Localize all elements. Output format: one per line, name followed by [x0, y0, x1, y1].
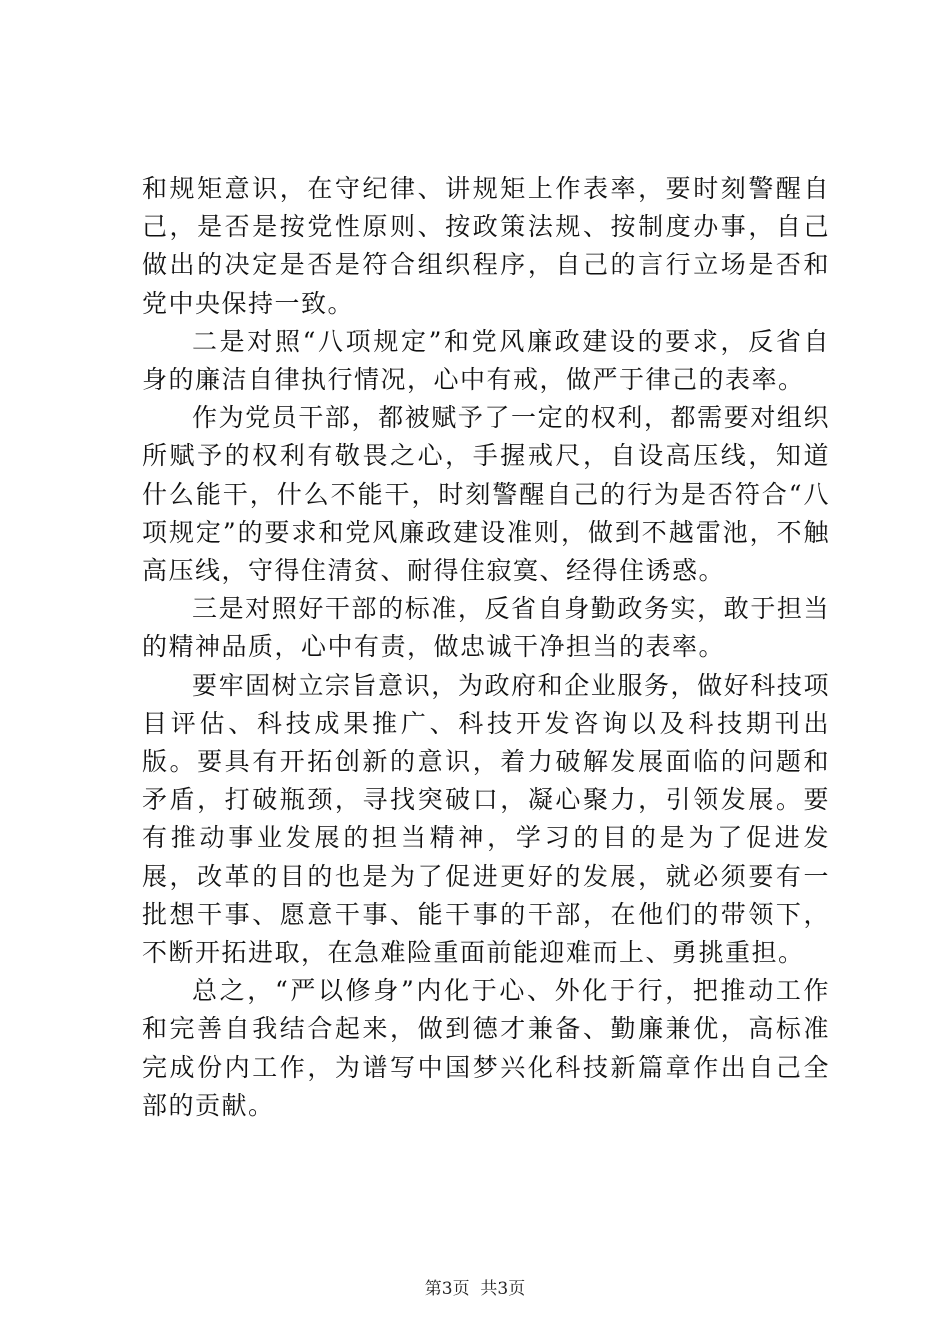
paragraph: 要牢固树立宗旨意识，为政府和企业服务，做好科技项目评估、科技成果推广、科技开发咨询以及科技期刊出版。要具有开拓创新的意识，着力破解发展面临的问题和矛盾，打破瓶颈，寻找突破口，凝心聚力，引领发展。要有推动事业发展的担当精神，学习的目的是为了促进发展，改革的目的也是为了促进更好的发展，就必须要有一批想干事、愿意干事、能干事的干部，在他们的带领下，不断开拓进取，在急难险重面前能迎难而上、勇挑重担。 [142, 670, 830, 968]
paragraph: 总之，“严以修身”内化于心、外化于行，把推动工作和完善自我结合起来，做到德才兼备、勤廉兼优，高标准完成份内工作，为谱写中国梦兴化科技新篇章作出自己全部的贡献。 [142, 976, 830, 1120]
paragraph-continued: 和规矩意识，在守纪律、讲规矩上作表率，要时刻警醒自己，是否是按党性原则、按政策法规、按制度办事，自己做出的决定是否是符合组织程序，自己的言行立场是否和党中央保持一致。 [142, 174, 830, 318]
paragraph: 二是对照“八项规定”和党风廉政建设的要求，反省自身的廉洁自律执行情况，心中有戒，做严于律己的表率。 [142, 326, 830, 395]
page-number-footer: 第3页 共3页 [424, 1279, 526, 1299]
paragraph: 作为党员干部，都被赋予了一定的权利，都需要对组织所赋予的权利有敬畏之心，手握戒尺，自设高压线，知道什么能干，什么不能干，时刻警醒自己的行为是否符合“八项规定”的要求和党风廉政建设准则，做到不越雷池，不触高压线，守得住清贫、耐得住寂寞、经得住诱惑。 [142, 403, 830, 586]
paragraph: 三是对照好干部的标准，反省自身勤政务实，敢于担当的精神品质，心中有责，做忠诚干净担当的表率。 [142, 594, 830, 662]
document-body [142, 170, 830, 1125]
